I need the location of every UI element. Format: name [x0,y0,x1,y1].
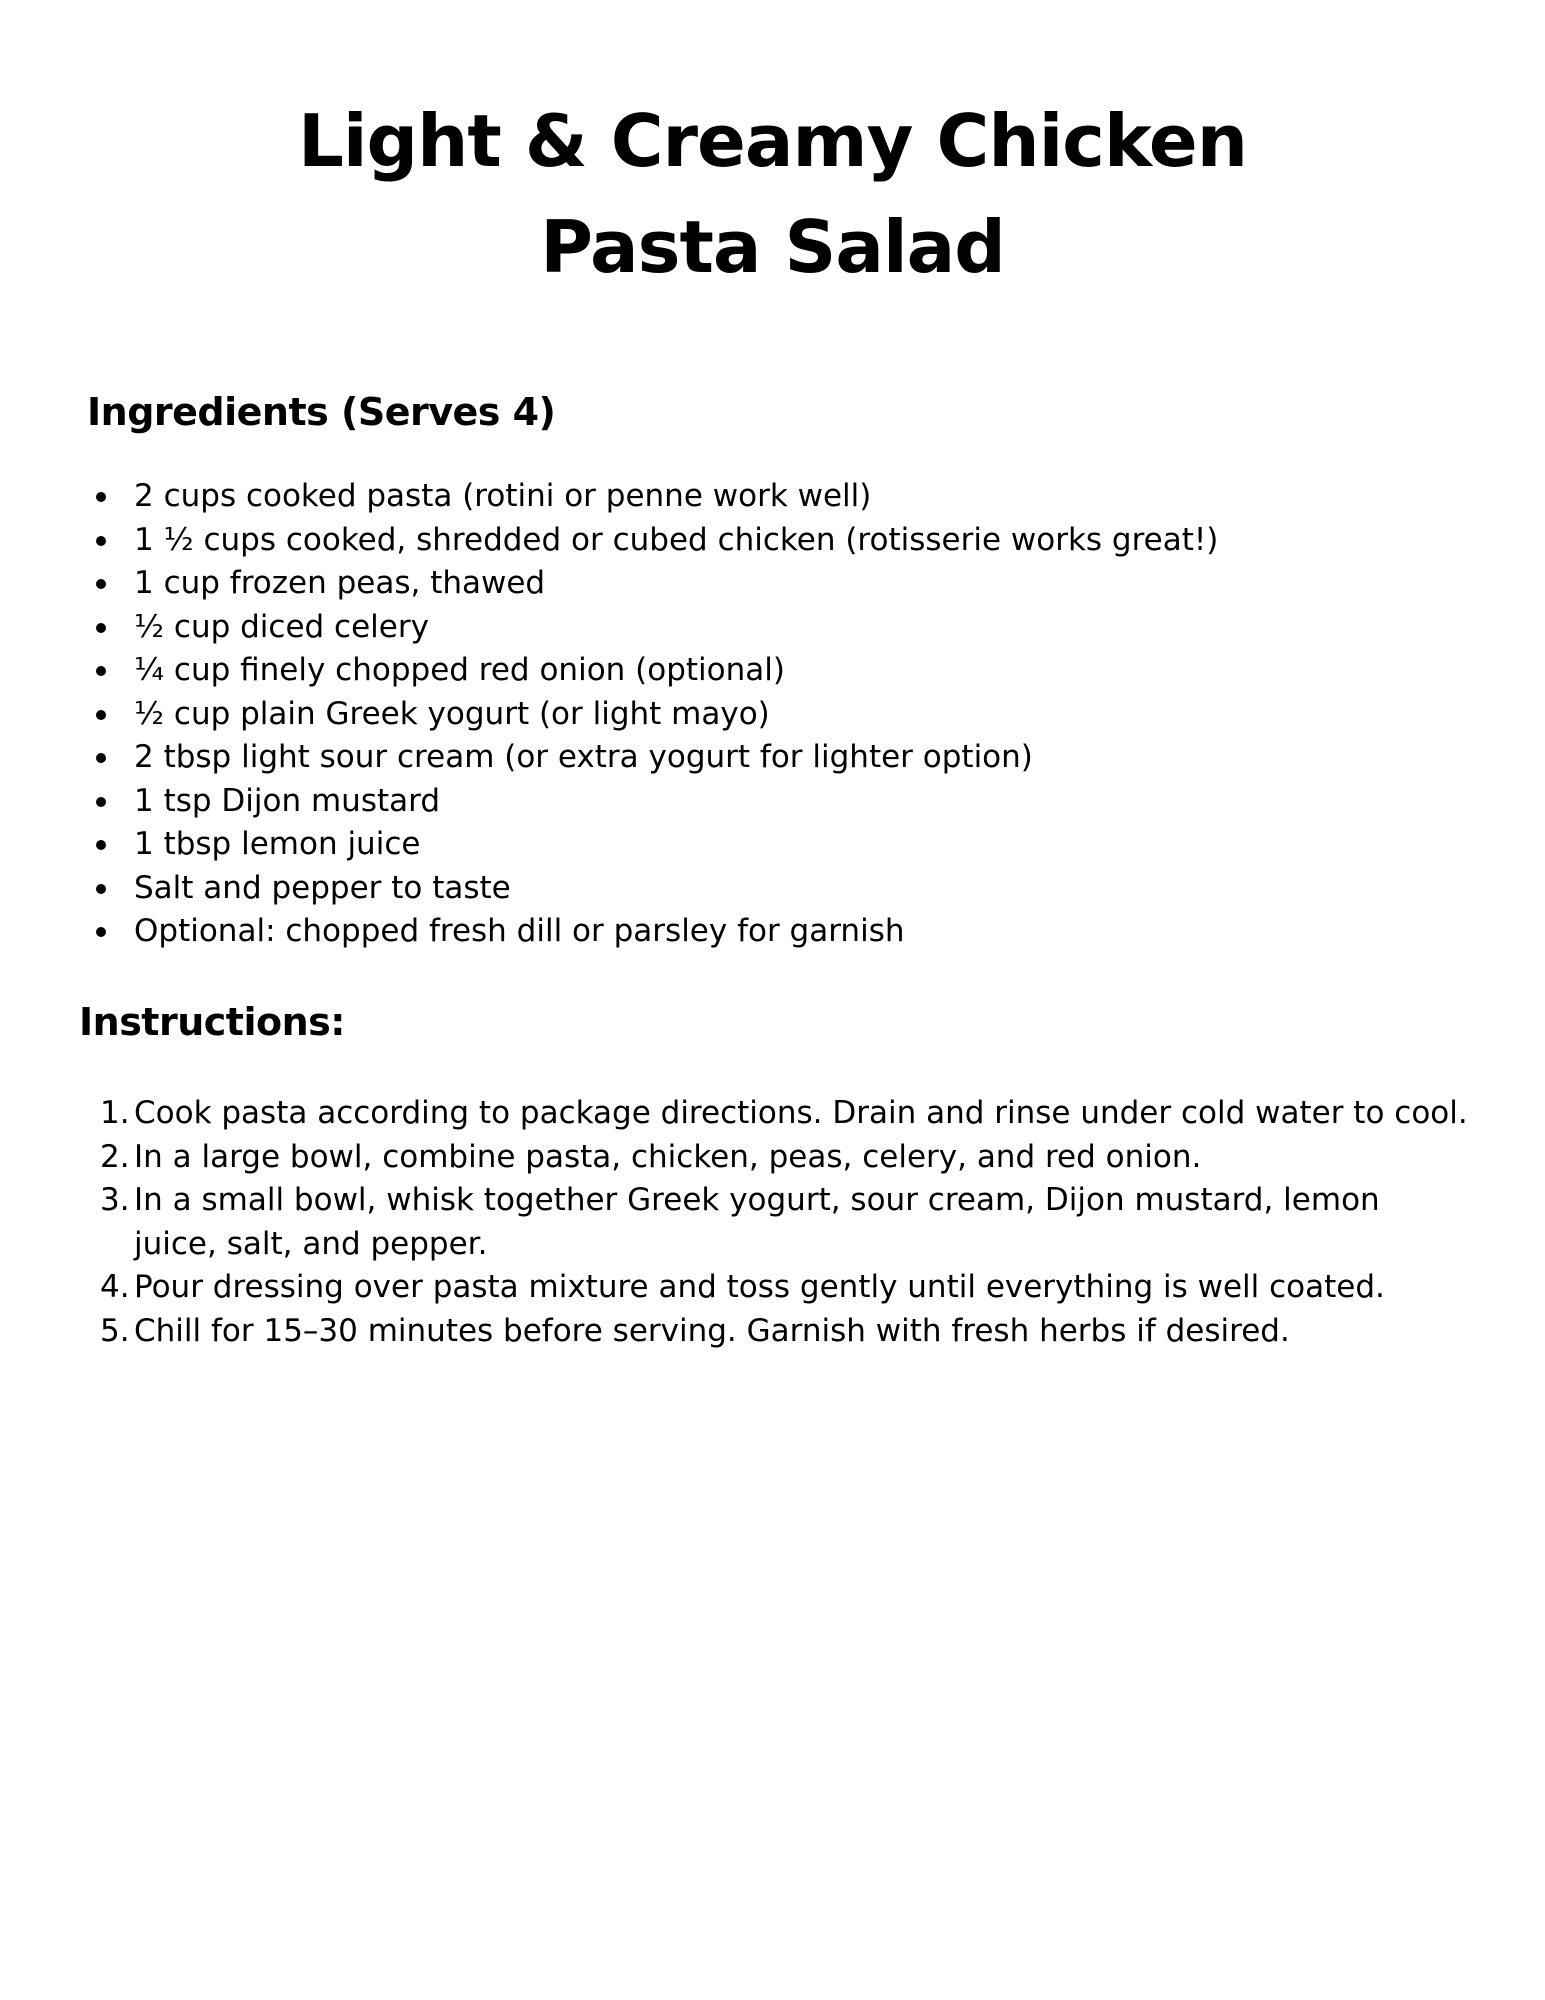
ingredient-text: 2 cups cooked pasta (rotini or penne work well) [134,478,872,514]
step-number: 3. [100,1182,130,1218]
ingredient-text: 1 ½ cups cooked, shredded or cubed chicken (rotisserie works great!) [134,521,1219,558]
instructions-heading: Instructions: [79,1000,345,1044]
ingredient-text: Optional: chopped fresh dill or parsley for garnish [134,913,905,949]
instruction-step [88,1092,1468,1136]
ingredient-item [88,780,1438,824]
ingredients-heading: Ingredients (Serves 4) [87,390,556,434]
bullet-icon [96,753,106,763]
step-text: Chill for 15–30 minutes before serving. Garnish with fresh herbs if desired. [134,1312,1290,1349]
ingredient-item [88,867,1438,911]
ingredient-item [88,693,1438,737]
recipe-title-line-2: Pasta Salad [540,205,1005,289]
bullet-icon [96,840,106,850]
bullet-icon [96,884,106,894]
ingredient-item [88,475,1438,519]
ingredient-item [88,649,1438,693]
ingredients-list [88,475,1438,954]
instructions-list [88,1092,1468,1353]
bullet-icon [96,579,106,589]
step-text: In a large bowl, combine pasta, chicken, peas, celery, and red onion. [134,1138,1202,1175]
ingredient-item [88,562,1438,606]
step-text: Cook pasta according to package directions. Drain and rinse under cold water to cool. [134,1095,1468,1131]
ingredient-text: 1 tbsp lemon juice [134,826,421,862]
ingredient-text: ½ cup diced celery [134,608,429,645]
ingredient-item [88,736,1438,780]
step-text: Pour dressing over pasta mixture and toss gently until everything is well coated. [134,1269,1385,1305]
ingredient-item [88,823,1438,867]
instruction-step [88,1179,1468,1266]
bullet-icon [96,710,106,720]
recipe-title-line-1: Light & Creamy Chicken [298,99,1247,183]
step-number: 2. [100,1138,130,1175]
step-text: In a small bowl, whisk together Greek yogurt, sour cream, Dijon mustard, lemon juice, salt, and pepper. [134,1182,1380,1262]
ingredient-text: 2 tbsp light sour cream (or extra yogurt for lighter option) [134,739,1033,775]
ingredient-item [88,910,1438,954]
instruction-step [88,1136,1468,1180]
instruction-step [88,1310,1468,1354]
bullet-icon [96,492,106,502]
recipe-title [0,88,1545,300]
bullet-icon [96,536,106,546]
ingredient-text: Salt and pepper to taste [134,869,511,906]
ingredient-item [88,519,1438,563]
step-number: 5. [100,1312,130,1349]
bullet-icon [96,623,106,633]
ingredient-item [88,606,1438,650]
bullet-icon [96,797,106,807]
ingredient-text: ¼ cup finely chopped red onion (optional) [134,652,785,688]
ingredient-text: 1 cup frozen peas, thawed [134,565,546,601]
ingredient-text: ½ cup plain Greek yogurt (or light mayo) [134,695,770,732]
step-number: 4. [100,1269,130,1305]
step-number: 1. [100,1095,130,1131]
ingredient-text: 1 tsp Dijon mustard [134,782,441,819]
bullet-icon [96,666,106,676]
bullet-icon [96,927,106,937]
instruction-step [88,1266,1468,1310]
